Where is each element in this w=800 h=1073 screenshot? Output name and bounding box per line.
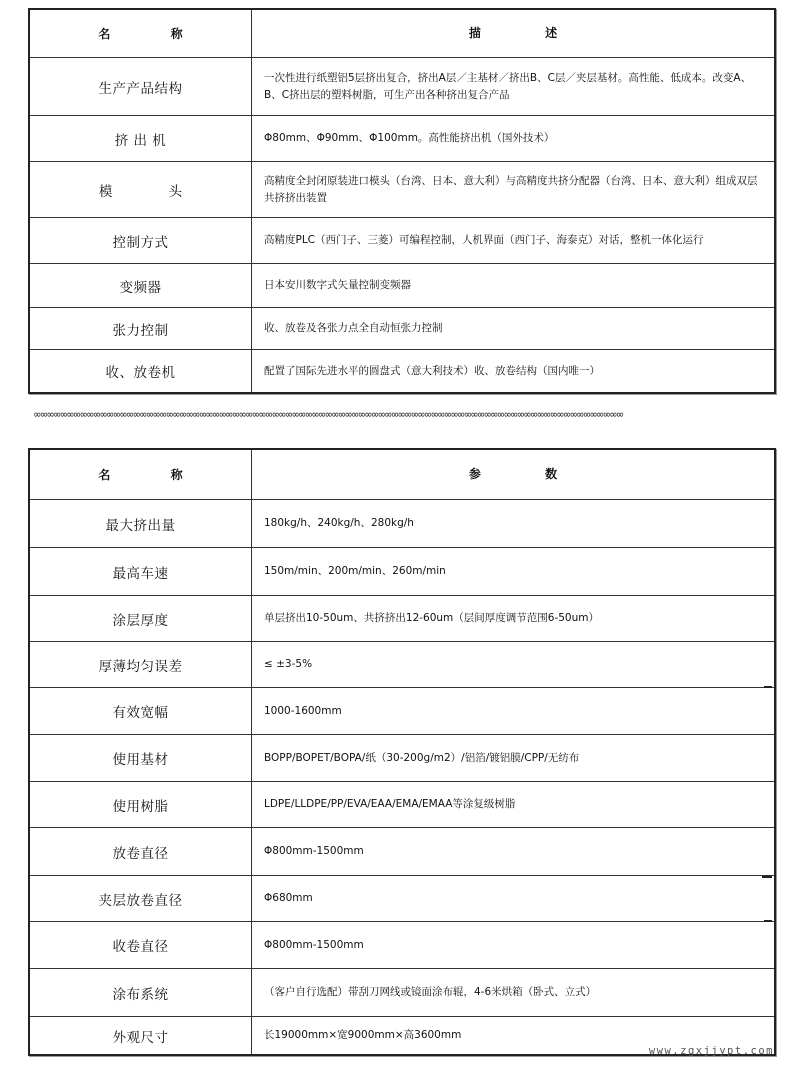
row-value-cell: 1000-1600mm bbox=[264, 704, 342, 717]
table-row bbox=[30, 548, 774, 596]
row-name-cell: 控制方式 bbox=[30, 218, 252, 263]
row-desc-cell: 一次性进行纸塑铝5层挤出复合，挤出A层／主基材／挤出B、C层／夹层基材。高性能、低成本。改变A、B、C挤出层的塑料树脂，可生产出各种挤出复合产品 bbox=[264, 71, 752, 101]
row-value-cell: ≤ ±3-5% bbox=[264, 658, 313, 670]
table-header-row bbox=[30, 10, 774, 58]
row-name-cell: 使用基材 bbox=[30, 735, 252, 781]
table-row bbox=[30, 350, 774, 392]
row-desc-cell: 高精度PLC（西门子、三菱）可编程控制，人机界面（西门子、海泰克）对话，整机一体化运行 bbox=[264, 234, 704, 246]
table-row bbox=[30, 500, 774, 548]
row-name-cell: 涂层厚度 bbox=[30, 596, 252, 641]
table-row bbox=[30, 58, 774, 116]
header-desc-cell: 描 述 bbox=[468, 26, 588, 40]
row-name-cell: 夹层放卷直径 bbox=[30, 876, 252, 921]
row-value-cell: BOPP/BOPET/BOPA/纸（30-200g/m2）/铝箔/镀铝膜/CPP/无纺布 bbox=[264, 751, 580, 764]
row-desc-cell: 高精度全封闭原装进口模头（台湾、日本、意大利）与高精度共挤分配器（台湾、日本、意大利）组成双层共挤挤出装置 bbox=[264, 174, 758, 204]
row-desc-cell: 收、放卷及各张力点全自动恒张力控制 bbox=[264, 322, 443, 334]
table-row bbox=[30, 218, 774, 264]
table-row bbox=[30, 828, 774, 876]
row-value-cell: Φ800mm-1500mm bbox=[264, 938, 364, 951]
row-value-cell: （客户自行选配）带刮刀网线或镜面涂布辊，4-6米烘箱（卧式、立式） bbox=[264, 986, 597, 998]
header-param-cell: 参 数 bbox=[468, 467, 588, 481]
table-row bbox=[30, 735, 774, 782]
table-header-row bbox=[30, 450, 774, 500]
table-row bbox=[30, 308, 774, 350]
row-desc-cell: Φ80mm、Φ90mm、Φ100mm。高性能挤出机（国外技术） bbox=[264, 132, 555, 144]
row-value-cell: 150m/min、200m/min、260m/min bbox=[264, 565, 446, 577]
table-row bbox=[30, 782, 774, 828]
row-name-cell: 最高车速 bbox=[30, 548, 252, 595]
row-name-cell: 张力控制 bbox=[30, 308, 252, 349]
decorative-divider: ∞∞∞∞∞∞∞∞∞∞∞∞∞∞∞∞∞∞∞∞∞∞∞∞∞∞∞∞∞∞∞∞∞∞∞∞∞∞∞∞∞∞∞∞∞∞∞∞∞∞∞∞∞∞∞∞∞∞∞∞∞∞∞∞∞∞∞∞∞∞∞∞∞∞∞∞∞∞∞∞∞∞∞∞∞∞∞∞∞ bbox=[34, 408, 624, 421]
technical-parameters-table bbox=[28, 448, 776, 1056]
row-desc-cell: 日本安川数字式矢量控制变频器 bbox=[264, 279, 411, 291]
table-row bbox=[30, 162, 774, 218]
row-name-cell: 收、放卷机 bbox=[30, 350, 252, 392]
row-name-cell: 外观尺寸 bbox=[30, 1017, 252, 1054]
edge-mark bbox=[764, 920, 772, 922]
edge-mark bbox=[762, 876, 772, 878]
table-row bbox=[30, 969, 774, 1017]
row-name-cell: 放卷直径 bbox=[30, 828, 252, 875]
row-name-cell: 变频器 bbox=[30, 264, 252, 307]
header-name-cell: 名 称 bbox=[30, 10, 252, 57]
row-name-cell: 生产产品结构 bbox=[30, 58, 252, 115]
header-name-cell: 名 称 bbox=[30, 450, 252, 499]
row-value-cell: 单层挤出10-50um、共挤挤出12-60um（层间厚度调节范围6-50um） bbox=[264, 612, 599, 624]
table-row bbox=[30, 264, 774, 308]
row-name-cell: 厚薄均匀误差 bbox=[30, 642, 252, 687]
row-value-cell: Φ680mm bbox=[264, 892, 313, 904]
edge-mark bbox=[764, 686, 772, 688]
row-name-cell: 有效宽幅 bbox=[30, 688, 252, 734]
row-value-cell: Φ800mm-1500mm bbox=[264, 845, 364, 857]
row-name-cell: 涂布系统 bbox=[30, 969, 252, 1016]
row-name-cell: 挤 出 机 bbox=[30, 116, 252, 161]
table-row bbox=[30, 876, 774, 922]
table-row bbox=[30, 596, 774, 642]
product-description-table bbox=[28, 8, 776, 394]
row-name-cell: 模 头 bbox=[30, 162, 252, 217]
table-row bbox=[30, 688, 774, 735]
site-watermark: www.zgxjjypt.com bbox=[648, 1045, 774, 1057]
row-desc-cell: 配置了国际先进水平的圆盘式（意大利技术）收、放卷结构（国内唯一） bbox=[264, 364, 600, 377]
table-row bbox=[30, 116, 774, 162]
row-name-cell: 收卷直径 bbox=[30, 922, 252, 968]
row-name-cell: 最大挤出量 bbox=[30, 500, 252, 547]
row-name-cell: 使用树脂 bbox=[30, 782, 252, 827]
row-value-cell: LDPE/LLDPE/PP/EVA/EAA/EMA/EMAA等涂复级树脂 bbox=[264, 798, 516, 810]
row-value-cell: 长19000mm×宽9000mm×高3600mm bbox=[264, 1029, 462, 1041]
table-row bbox=[30, 922, 774, 969]
table-row bbox=[30, 642, 774, 688]
row-value-cell: 180kg/h、240kg/h、280kg/h bbox=[264, 517, 414, 529]
